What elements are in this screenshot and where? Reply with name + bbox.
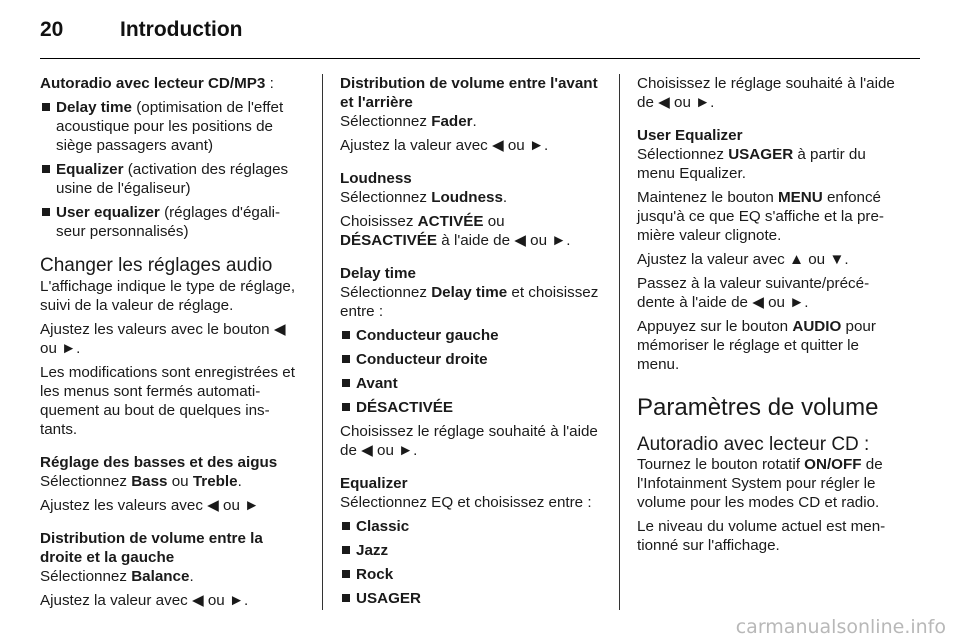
list-item: Classic <box>340 517 606 536</box>
column-3 <box>637 74 903 560</box>
section-heading: Changer les réglages audio <box>40 255 273 276</box>
chapter-heading: Paramètres de volume <box>637 394 879 421</box>
bullet-square-icon <box>42 165 50 173</box>
feature-list <box>40 98 306 241</box>
subheading: User Equalizer <box>637 127 743 144</box>
paragraph: Les modifications sont enregistrées et les menus sont fermés automati-quement au bout de quelques ins-tants. <box>40 364 295 438</box>
paragraph: Maintenez le bouton MENU enfoncé jusqu'à ce que EQ s'affiche et la pre-mière valeur clignote. <box>637 189 884 244</box>
bullet-square-icon <box>342 331 350 339</box>
list-item: Delay time (optimisation de l'effet acoustique pour les positions de siège passagers avant) <box>40 98 306 155</box>
column-separator-1 <box>322 74 323 610</box>
paragraph: Sélectionnez EQ et choisissez entre : <box>340 494 592 511</box>
delay-option-list <box>340 326 606 417</box>
paragraph: Choisissez le réglage souhaité à l'aide de ◀ ou ►. <box>340 423 598 459</box>
paragraph: Le niveau du volume actuel est men-tionné sur l'affichage. <box>637 518 886 554</box>
paragraph: Sélectionnez Loudness. <box>340 189 508 206</box>
subheading: Distribution de volume entre l'avant et l'arrière <box>340 75 598 111</box>
list-item: Conducteur gauche <box>340 326 606 345</box>
subheading: Loudness <box>340 170 412 187</box>
intro-paragraph: Autoradio avec lecteur CD/MP3 : <box>40 75 274 92</box>
page-header <box>40 18 242 48</box>
list-item: Rock <box>340 565 606 584</box>
paragraph: Passez à la valeur suivante/précé-dente à l'aide de ◀ ou ►. <box>637 275 870 311</box>
page-title: Introduction <box>120 18 243 41</box>
watermark: carmanualsonline.info <box>735 616 946 638</box>
paragraph: Ajustez les valeurs avec ◀ ou ► <box>40 497 260 514</box>
bullet-square-icon <box>342 379 350 387</box>
bullet-square-icon <box>342 522 350 530</box>
paragraph: Sélectionnez Bass ou Treble. <box>40 473 242 490</box>
bullet-square-icon <box>342 546 350 554</box>
subheading: Distribution de volume entre la droite et la gauche <box>40 530 263 566</box>
bullet-square-icon <box>42 103 50 111</box>
paragraph: Sélectionnez Delay time et choisissez entre : <box>340 284 599 320</box>
subheading: Delay time <box>340 265 416 282</box>
paragraph: Ajustez la valeur avec ◀ ou ►. <box>340 137 549 154</box>
list-item: Equalizer (activation des réglages usine de l'égaliseur) <box>40 160 306 198</box>
section-heading: Autoradio avec lecteur CD : <box>637 434 870 455</box>
paragraph: Appuyez sur le bouton AUDIO pour mémoriser le réglage et quitter le menu. <box>637 318 876 373</box>
subheading: Réglage des basses et des aigus <box>40 454 278 471</box>
header-rule <box>40 58 920 59</box>
paragraph: Choisissez le réglage souhaité à l'aide de ◀ ou ►. <box>637 75 895 111</box>
list-item: User equalizer (réglages d'égali-seur personnalisés) <box>40 203 306 241</box>
column-2 <box>340 74 606 613</box>
paragraph: Sélectionnez Fader. <box>340 113 477 130</box>
paragraph: Ajustez la valeur avec ◀ ou ►. <box>40 592 249 609</box>
list-item: DÉSACTIVÉE <box>340 398 606 417</box>
paragraph: Ajustez la valeur avec ▲ ou ▼. <box>637 251 849 268</box>
column-1 <box>40 74 306 615</box>
paragraph: Tournez le bouton rotatif ON/OFF de l'Infotainment System pour régler le volume pour les modes CD et radio. <box>637 456 883 511</box>
column-separator-2 <box>619 74 620 610</box>
page-number: 20 <box>40 18 64 41</box>
bullet-square-icon <box>342 570 350 578</box>
paragraph: Sélectionnez Balance. <box>40 568 194 585</box>
bullet-square-icon <box>342 594 350 602</box>
paragraph: Choisissez ACTIVÉE ou DÉSACTIVÉE à l'aide de ◀ ou ►. <box>340 213 571 249</box>
paragraph: L'affichage indique le type de réglage, suivi de la valeur de réglage. <box>40 278 296 314</box>
eq-option-list <box>340 517 606 608</box>
paragraph: Ajustez les valeurs avec le bouton ◀ ou ►. <box>40 321 286 357</box>
list-item: Jazz <box>340 541 606 560</box>
subheading: Equalizer <box>340 475 408 492</box>
bullet-square-icon <box>42 208 50 216</box>
list-item: Avant <box>340 374 606 393</box>
paragraph: Sélectionnez USAGER à partir du menu Equalizer. <box>637 146 866 182</box>
list-item: USAGER <box>340 589 606 608</box>
bullet-square-icon <box>342 355 350 363</box>
bullet-square-icon <box>342 403 350 411</box>
list-item: Conducteur droite <box>340 350 606 369</box>
